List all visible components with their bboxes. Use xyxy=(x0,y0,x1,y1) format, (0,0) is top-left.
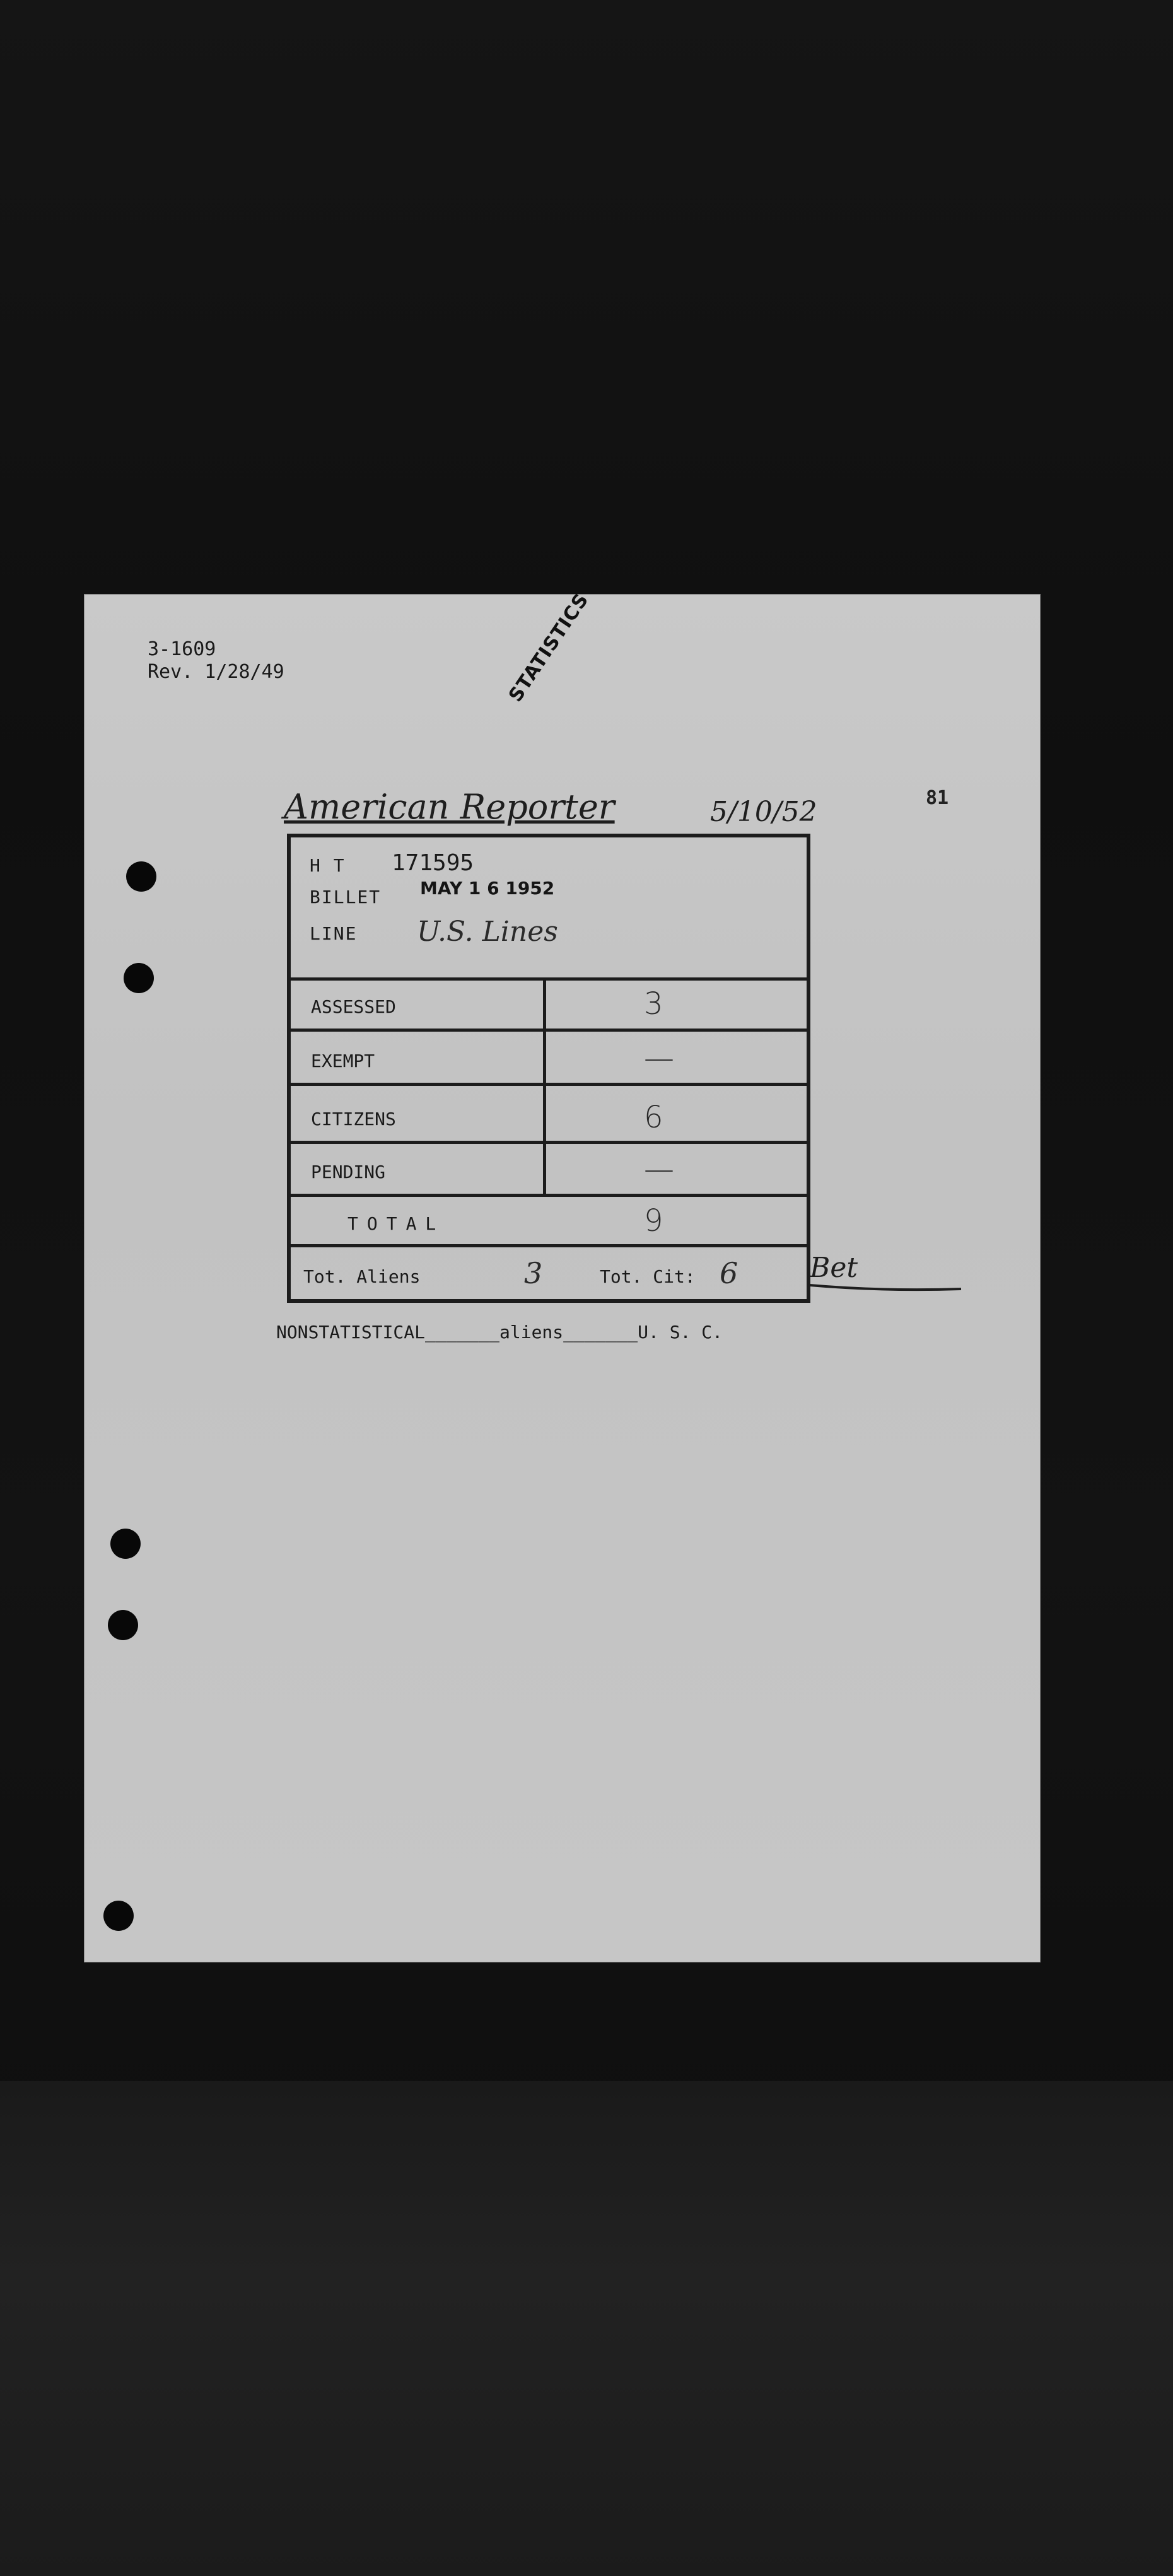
punch-hole xyxy=(126,861,156,892)
punch-hole xyxy=(108,1610,138,1640)
row-label: ASSESSED xyxy=(311,996,396,1017)
billet-date-stamp: MAY 1 6 1952 xyxy=(420,878,555,899)
statistics-stamp: STATISTICS xyxy=(505,589,593,706)
row-value: — xyxy=(644,1151,674,1187)
row-value: 3 xyxy=(644,986,663,1022)
billet-label: BILLET xyxy=(310,887,382,907)
row-label: PENDING xyxy=(311,1162,386,1182)
total-citizens-label: Tot. Cit: xyxy=(600,1266,696,1287)
line-value: U.S. Lines xyxy=(417,916,558,948)
punch-hole xyxy=(103,1901,134,1931)
total-aliens-value: 3 xyxy=(524,1256,543,1290)
total-label: TOTAL xyxy=(347,1213,445,1234)
row-pending xyxy=(291,1144,807,1197)
row-label: EXEMPT xyxy=(311,1051,375,1071)
row-citizens xyxy=(291,1086,807,1144)
punch-hole xyxy=(124,963,154,993)
row-total xyxy=(291,1197,807,1247)
ht-value: 171595 xyxy=(392,850,474,876)
form-footer xyxy=(291,1247,807,1299)
row-assessed xyxy=(291,977,807,1032)
page-number: 81 xyxy=(926,787,949,809)
row-value: 6 xyxy=(644,1100,663,1135)
row-label: CITIZENS xyxy=(311,1109,396,1129)
ht-label: H T xyxy=(310,855,346,876)
statistics-form-box xyxy=(287,834,810,1303)
total-aliens-label: Tot. Aliens xyxy=(303,1266,421,1287)
form-number xyxy=(148,638,284,684)
form-id: 3-1609 xyxy=(148,638,216,660)
initials-underline xyxy=(807,1280,965,1293)
line-label: LINE xyxy=(310,923,358,944)
form-revision: Rev. 1/28/49 xyxy=(148,661,284,683)
ship-name: American Reporter xyxy=(284,787,615,827)
date-written: 5/10/52 xyxy=(710,796,817,828)
scan-bottom-band xyxy=(0,2081,1173,2576)
total-value: 9 xyxy=(644,1203,663,1238)
row-exempt xyxy=(291,1032,807,1086)
punch-hole xyxy=(110,1529,141,1559)
form-header xyxy=(291,837,807,981)
total-citizens-value: 6 xyxy=(720,1256,738,1290)
row-value: — xyxy=(644,1040,674,1076)
inspector-initials: Bet xyxy=(810,1252,858,1284)
nonstatistical-line: NONSTATISTICAL_______aliens_______U. S. C. xyxy=(276,1322,723,1343)
